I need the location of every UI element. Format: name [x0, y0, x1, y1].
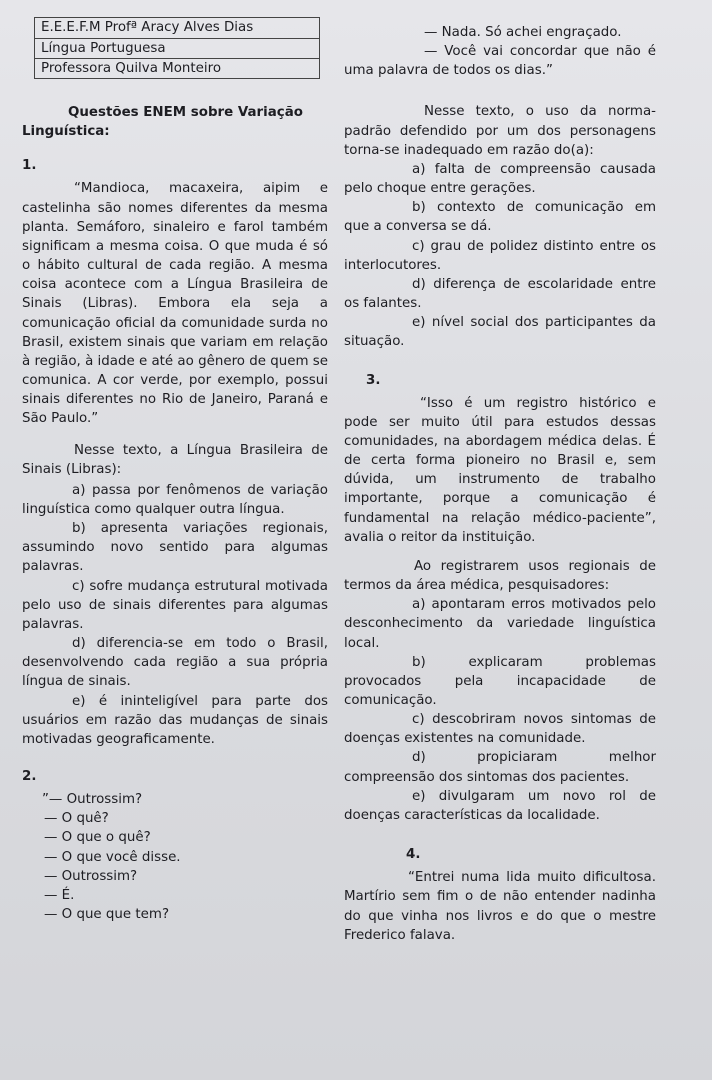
- question-2-option-b: b) contexto de comunicação em que a conversa se dá.: [344, 200, 656, 235]
- question-1-option-a: a) passa por fenômenos de variação linguística como qualquer outra língua.: [22, 482, 328, 517]
- question-4-text: “Entrei numa lida muito dificultosa. Martírio sem fim o de não entender nadinha do que vinha nos livros e do que o mestre Frederico falava.: [344, 870, 656, 943]
- question-3-option-a: a) apontaram erros motivados pelo desconhecimento da variedade linguística local.: [344, 597, 656, 651]
- right-column: [344, 23, 656, 945]
- question-3-text: “Isso é um registro histórico e pode ser muito útil para estudos dessas comunidades, na abordagem médica delas. É de certa forma pioneiro no Brasil e, sem dúvida, um instrumento de trabalho importante, porque a comunicação é fundamental na relação médico-paciente”, avalia o reitor da instituição.: [344, 395, 656, 545]
- question-4-number: 4.: [406, 847, 421, 863]
- dialogue-line-5: — Outrossim?: [44, 868, 138, 884]
- question-3-prompt: Ao registrarem usos regionais de termos da área médica, pesquisadores:: [344, 558, 656, 594]
- question-2-option-a: a) falta de compreensão causada pelo choque entre gerações.: [344, 161, 656, 197]
- question-1-option-d: d) diferencia-se em todo o Brasil, desenvolvendo cada região a sua própria língua de sinais.: [22, 636, 328, 690]
- dialogue-line-6: — É.: [44, 887, 75, 903]
- question-3-option-c: c) descobriram novos sintomas de doenças existentes na comunidade.: [344, 712, 656, 747]
- question-2-option-c: c) grau de polidez distinto entre os interlocutores.: [344, 238, 656, 273]
- question-2-option-d: d) diferença de escolaridade entre os falantes.: [344, 276, 656, 312]
- question-1-option-b: b) apresenta variações regionais, assumindo novo sentido para algumas palavras.: [22, 521, 328, 575]
- question-2-number: 2.: [22, 769, 37, 784]
- question-3-number: 3.: [366, 372, 381, 388]
- intro-line-1: — Nada. Só achei engraçado.: [424, 25, 622, 40]
- dialogue-line-2: — O quê?: [44, 811, 109, 827]
- question-2-option-e: e) nível social dos participantes da situação.: [344, 315, 656, 350]
- dialogue-line-1: ”— Outrossim?: [42, 792, 143, 808]
- question-3-option-e: e) divulgaram um novo rol de doenças características da localidade.: [344, 788, 656, 823]
- question-3-option-d: d) propiciaram melhor compreensão dos sintomas dos pacientes.: [344, 750, 656, 785]
- intro-line-2: — Você vai concordar que não é uma palavra de todos os dias.”: [344, 44, 656, 79]
- question-2-prompt: Nesse texto, o uso da norma-padrão defendido por um dos personagens torna-se inadequado em razão do(a):: [344, 104, 656, 158]
- question-3-option-b: b) explicaram problemas provocados pela incapacidade de comunicação.: [344, 654, 656, 708]
- subject-name: Língua Portuguesa: [35, 38, 319, 59]
- dialogue-line-4: — O que você disse.: [44, 849, 181, 865]
- dialogue-line-3: — O que o quê?: [44, 830, 151, 846]
- question-1-option-c: c) sofre mudança estrutural motivada pelo uso de sinais diferentes para algumas palavras.: [22, 578, 328, 632]
- school-name: E.E.E.F.M Profª Aracy Alves Dias: [41, 20, 254, 35]
- left-column: [22, 103, 328, 924]
- question-1-option-e: e) é ininteligível para parte dos usuários em razão das mudanças de sinais motivadas geograficamente.: [22, 693, 328, 747]
- teacher-name: Professora Quilva Monteiro: [35, 58, 319, 79]
- section-title: Questões ENEM sobre Variação Linguística:: [22, 105, 303, 140]
- question-1-number: 1.: [22, 158, 37, 174]
- question-1-prompt: Nesse texto, a Língua Brasileira de Sinais (Libras):: [22, 442, 328, 477]
- question-1-text: “Mandioca, macaxeira, aipim e castelinha são nomes diferentes da mesma planta. Semáforo, sinaleiro e farol também significam a mesma coisa. O que muda é só o hábito cultural de cada região. A mesma coisa acontece com a Língua Brasileira de Sinais (Libras). Embora ela seja a comunicação oficial da comunidade surda no Brasil, existem sinais que variam em relação à região, à idade e até ao gênero de quem se comunica. A cor verde, por exemplo, possui sinais diferentes no Rio de Janeiro, Paraná e São Paulo.”: [22, 181, 328, 427]
- header-box: [34, 17, 320, 79]
- dialogue-line-7: — O que que tem?: [44, 907, 170, 923]
